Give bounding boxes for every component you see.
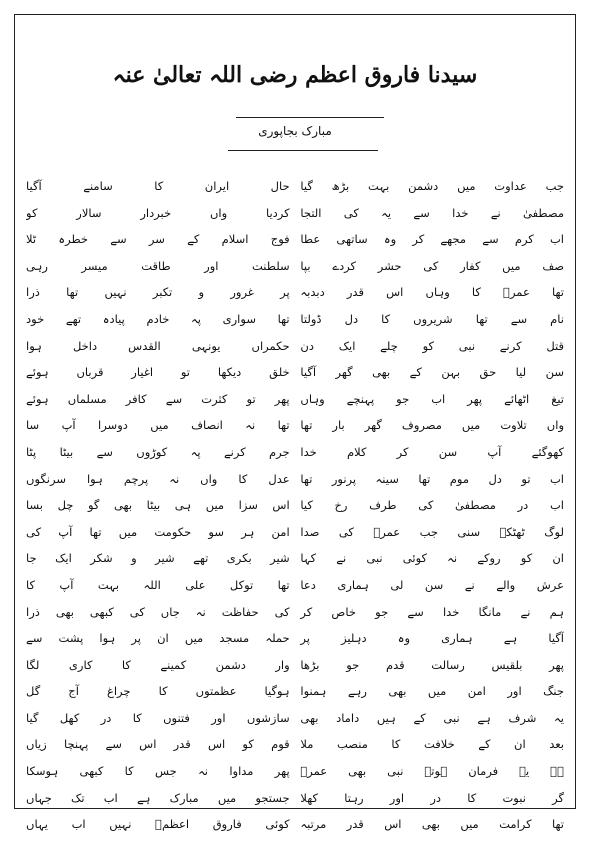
verse-first-hemistich: اب کرم سے مجھے کر وہ ساتھی عطا — [300, 232, 564, 247]
verse-first-hemistich: یہ شرف ہے نبی کے ہیں داماد بھی — [300, 710, 564, 725]
verse-second-hemistich: تھا توکل علی اللہ بہت آپ کا — [26, 577, 290, 592]
verse-first-hemistich: عرش والے نے سن لی ہماری دعا — [300, 577, 564, 592]
verse-second-hemistich: وار دشمن کمینے کا کاری لگا — [26, 657, 290, 672]
poem-title: سیدنا فاروق اعظم رضی اللہ تعالیٰ عنہ — [112, 62, 478, 88]
verse-first-hemistich: واں تلاوت میں مصروف گھر بار تھا — [300, 418, 564, 433]
verse-second-hemistich: کوئی فاروق اعظمؓ نہیں اب یہاں — [26, 817, 290, 832]
verse-line — [26, 683, 564, 710]
bottom-rule — [228, 150, 378, 151]
verse-line — [26, 471, 564, 498]
verse-line — [26, 338, 564, 365]
verse-line — [26, 284, 564, 311]
verse-line — [26, 550, 564, 577]
verse-line — [26, 790, 564, 817]
verse-second-hemistich: جستجو میں مبارک ہے اب تک جہاں — [26, 790, 290, 805]
verse-line — [26, 630, 564, 657]
author-name: مبارک بجاپوری — [258, 124, 332, 138]
verse-second-hemistich: کی حفاظت نہ جاں کی کبھی بھی ذرا — [26, 604, 290, 619]
verse-first-hemistich: کھوگئے آپ سن کر کلام خدا — [300, 444, 564, 459]
verse-second-hemistich: فوج اسلام کے سر سے خطرہ ٹلا — [26, 232, 290, 247]
verse-second-hemistich: حملہ مسجد میں ان پر ہوا پشت سے — [26, 631, 290, 646]
verse-line — [26, 497, 564, 524]
verse-second-hemistich: سلطنت اور طاقت میسر رہی — [26, 258, 290, 273]
verse-line — [26, 577, 564, 604]
verse-second-hemistich: پھر تو کثرت سے کافر مسلماں ہوئے — [26, 391, 290, 406]
verse-second-hemistich: قوم کو اس قدر اس سے پہنچا زیاں — [26, 737, 290, 752]
verse-first-hemistich: نام سے تھا شریروں کا دل ڈولتا — [300, 311, 564, 326]
verse-first-hemistich: ان کو روکے نہ کوئی نبی نے کہا — [300, 551, 564, 566]
verse-second-hemistich: پر غرور و تکبر نہیں تھا ذرا — [26, 285, 290, 300]
verse-first-hemistich: قتل کرنے نبی کو چلے ایک دن — [300, 338, 564, 353]
verse-line — [26, 444, 564, 471]
verse-line — [26, 604, 564, 631]
poem-body — [26, 178, 564, 843]
verse-line — [26, 657, 564, 684]
verse-line — [26, 417, 564, 444]
verse-first-hemistich: جنگ اور امن میں بھی رہے ہمنوا — [300, 684, 564, 699]
verse-first-hemistich: تھا کرامت میں بھی اس قدر مرتبہ — [300, 817, 564, 832]
verse-line — [26, 736, 564, 763]
top-rule — [236, 117, 384, 118]
verse-second-hemistich: حکمراں یونہی القدس داخل ہوا — [26, 338, 290, 353]
verse-line — [26, 205, 564, 232]
verse-second-hemistich: جرم کرنے پہ کوڑوں سے بیٹا پٹا — [26, 444, 290, 459]
verse-first-hemistich: بعد ان کے خلافت کا منصب ملا — [300, 737, 564, 752]
verse-first-hemistich: ہم نے مانگا خدا سے جو خاص کر — [300, 604, 564, 619]
verse-line — [26, 258, 564, 285]
verse-second-hemistich: سازشوں اور فتنوں کا در کھل گیا — [26, 710, 290, 725]
verse-first-hemistich: تیغ اٹھائے پھر اب جو پہنچے وہاں — [300, 391, 564, 406]
verse-second-hemistich: پھر مداوا نہ جس کا کبھی ہوسکا — [26, 764, 290, 779]
verse-first-hemistich: گر نبوت کا در اور رہتا کھلا — [300, 790, 564, 805]
verse-first-hemistich: جب عداوت میں دشمن بہت بڑھ گیا — [300, 179, 564, 193]
verse-first-hemistich: تھا عمرؓ کا وہاں اس قدر دبدبہ — [300, 285, 564, 300]
verse-first-hemistich: آگیا ہے ہماری وہ دہلیز پر — [300, 631, 564, 646]
verse-second-hemistich: شیر بکری تھے شیر و شکر ایک جا — [26, 551, 290, 566]
verse-line — [26, 763, 564, 790]
verse-second-hemistich: ہوگیا عظمتوں کا چراغ آج گل — [26, 684, 290, 699]
verse-second-hemistich: حال ایران کا سامنے آگیا — [26, 179, 290, 193]
verse-line — [26, 391, 564, 418]
verse-first-hemistich: پھر بلقیس رسالت قدم جو بڑھا — [300, 657, 564, 672]
verse-line — [26, 178, 564, 205]
verse-second-hemistich: عدل کا واں نہ پرچم ہوا سرنگوں — [26, 471, 290, 486]
verse-second-hemistich: تھا نہ انصاف میں دوسرا آپ سا — [26, 418, 290, 433]
verse-first-hemistich: صف میں کفار کی حشر کردے بپا — [300, 258, 564, 273]
verse-first-hemistich: اب در مصطفیٰ کی طرف رخ کیا — [300, 498, 564, 513]
verse-second-hemistich: اس سزا میں ہی بیٹا بھی گو چل بسا — [26, 498, 290, 513]
verse-line — [26, 364, 564, 391]
verse-line — [26, 710, 564, 737]
verse-first-hemistich: ہے یہ فرمان ہوتے نبی بھی عمرؓ — [300, 764, 564, 779]
verse-line — [26, 524, 564, 551]
verse-line — [26, 816, 564, 843]
verse-first-hemistich: سن لیا حق بہن کے بھی گھر آگیا — [300, 365, 564, 380]
verse-first-hemistich: اب تو دل موم تھا سینہ پرنور تھا — [300, 471, 564, 486]
verse-first-hemistich: مصطفیٰ نے خدا سے یہ کی التجا — [300, 205, 564, 220]
verse-line — [26, 231, 564, 258]
verse-second-hemistich: کردیا واں خبردار سالار کو — [26, 205, 290, 220]
verse-second-hemistich: امن ہر سو حکومت میں تھا آپ کی — [26, 524, 290, 539]
verse-second-hemistich: خلق دیکھا تو اغیار قرباں ہوئے — [26, 365, 290, 380]
verse-first-hemistich: لوگ ٹھٹکے سنی جب عمرؓ کی صدا — [300, 524, 564, 539]
verse-line — [26, 311, 564, 338]
verse-second-hemistich: تھا سواری پہ خادم پیادہ تھے خود — [26, 311, 290, 326]
